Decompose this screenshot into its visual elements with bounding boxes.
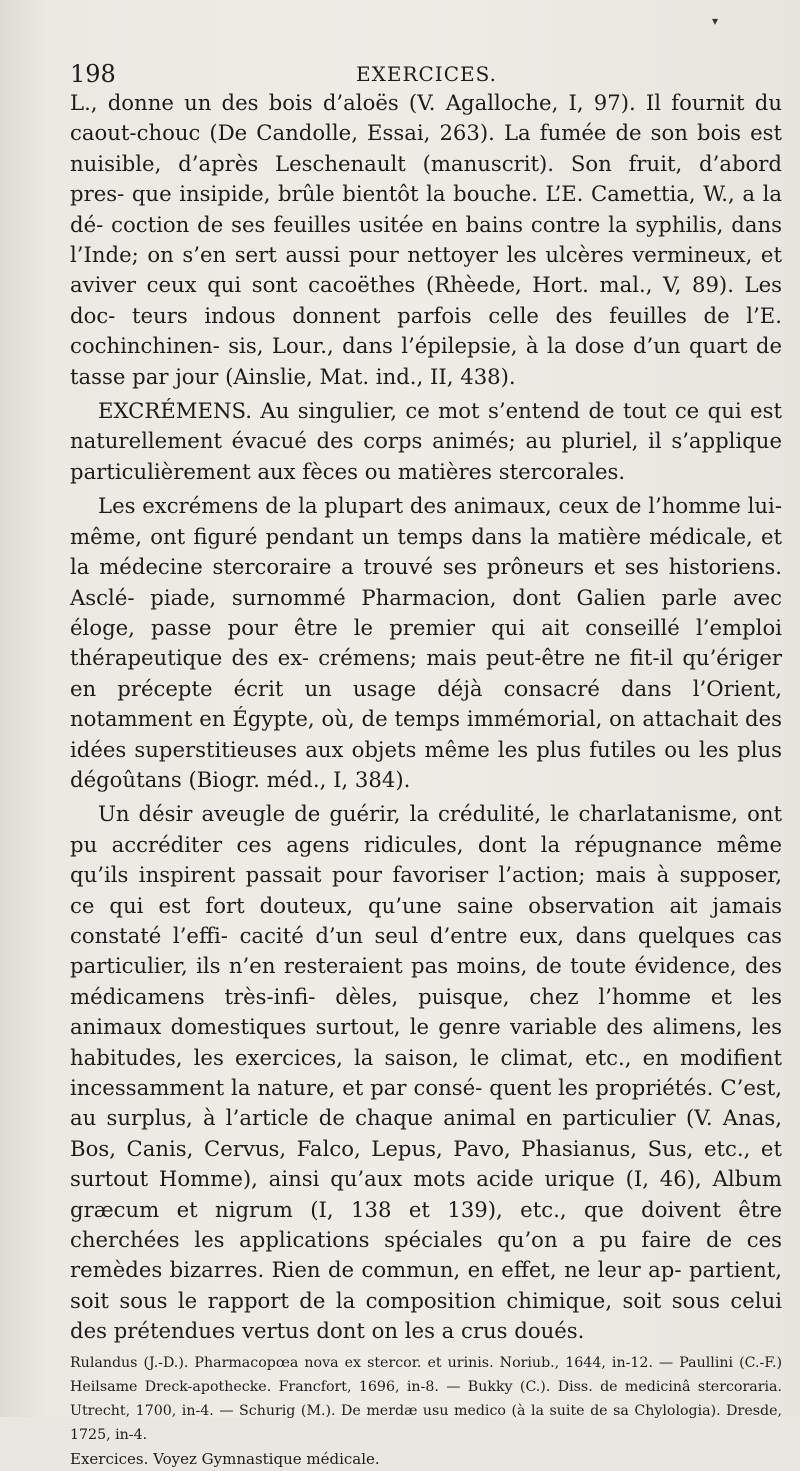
reference-line: 1700, in-4. — Schurig (M.). De merdæ usu medico (à la suite de sa Chylologia). Dresde, 1725, in-4. bbox=[70, 1402, 782, 1443]
text-line: de ces remèdes bizarres. Rien de commun, en effet, ne leur ap- bbox=[70, 1227, 782, 1283]
reference-line: Heilsame Dreck-apothecke. Francfort, 1696, in-8. — Bukky (C.). Diss. de medicinâ stercoraria. Utrecht, bbox=[70, 1378, 782, 1419]
see-also-entry: Exercices. Voyez Gymnastique médicale. bbox=[70, 1449, 380, 1468]
text-line: crémens; mais peut-être ne fit-il qu’ériger en précepte écrit un usage bbox=[70, 645, 782, 701]
text-line: les plus futiles ou les plus dégoûtans (Biogr. méd., I, 384). bbox=[70, 736, 782, 792]
text-line: celui des prétendues vertus dont on les a crus doués. bbox=[70, 1287, 782, 1344]
text-line: nuisible, d’après Leschenault (manuscrit). Son fruit, d’abord pres- bbox=[70, 150, 782, 207]
text-line: EXCRÉMENS. Au singulier, ce mot s’entend de tout ce qui est bbox=[98, 398, 782, 424]
text-line: teurs indous donnent parfois celle des feuilles de l’E. cochinchinen- bbox=[70, 302, 782, 359]
text-line: on s’en sert aussi pour nettoyer les ulcères vermineux, et aviver bbox=[70, 242, 782, 298]
text-line: cacité d’un seul d’entre eux, dans quelques cas particulier, ils n’en bbox=[70, 922, 782, 979]
text-line: (Ainslie, Mat. ind., II, 438). bbox=[225, 363, 516, 389]
text-line: inspirent passait pour favoriser l’action; mais à supposer, ce qui bbox=[70, 862, 782, 918]
text-line: médecine stercoraire a trouvé ses prôneurs et ses historiens. Asclé- bbox=[70, 554, 782, 610]
bibliography bbox=[70, 1351, 782, 1471]
text-line: le climat, etc., en modifient incessamment la nature, et par consé- bbox=[70, 1044, 782, 1100]
bibliography-entries bbox=[70, 1351, 782, 1447]
text-line: ceux qui sont cacoëthes (Rhèede, Hort. mal., V, 89). Les doc- bbox=[70, 272, 782, 328]
reference-line: Rulandus (J.-D.). Pharmacopœa nova ex stercor. et urinis. Noriub., 1644, in-12. — Paullini (C.-F.) bbox=[70, 1354, 782, 1371]
text-line: déjà consacré dans l’Orient, notamment en Égypte, où, de temps bbox=[70, 675, 782, 732]
page-body bbox=[70, 88, 782, 1347]
text-line: piade, surnommé Pharmacion, dont Galien parle avec éloge, passe bbox=[70, 584, 782, 640]
text-line: pour être le premier qui ait conseillé l’emploi thérapeutique des ex- bbox=[70, 614, 782, 671]
text-line: particulièrement aux fèces ou matières stercorales. bbox=[70, 458, 626, 484]
text-line: immémorial, on attachait des idées superstitieuses aux objets même bbox=[70, 706, 782, 762]
text-line: coction de ses feuilles usitée en bains contre la syphilis, dans l’Inde; bbox=[70, 211, 782, 268]
text-line: resteraient pas moins, de toute évidence, des médicamens très-infi- bbox=[70, 953, 782, 1009]
text-line: en particulier (V. Anas, Bos, Canis, Cervus, Falco, Lepus, Pavo, bbox=[70, 1105, 782, 1161]
text-line: dèles, puisque, chez l’homme et les animaux domestiques surtout, bbox=[70, 983, 782, 1040]
text-line: est fort douteux, qu’une saine observation ait jamais constaté l’effi- bbox=[70, 892, 783, 948]
text-line: Les excrémens de la plupart des animaux, ceux de l’homme lui- bbox=[98, 493, 782, 519]
page-header bbox=[70, 52, 782, 88]
paragraph-critique bbox=[70, 799, 782, 1346]
paragraph-excremens-entry bbox=[70, 396, 782, 487]
paragraph-history bbox=[70, 491, 782, 795]
text-line: urique (I, 46), Album græcum et nigrum (I, 138 et 139), etc., bbox=[70, 1166, 782, 1222]
text-line: naturellement évacué des corps animés; au pluriel, il s’applique bbox=[70, 428, 782, 454]
corner-mark: ▾ bbox=[711, 14, 718, 28]
paragraph-agalloche bbox=[70, 88, 782, 392]
text-line: même, ont figuré pendant un temps dans la matière médicale, et la bbox=[70, 523, 782, 580]
running-head: EXERCICES. bbox=[356, 62, 497, 86]
text-line: L., donne un des bois d’aloës (V. Agalloche, I, 97). Il fournit bbox=[70, 90, 745, 115]
text-line: Phasianus, Sus, etc., et surtout Homme), ainsi qu’aux mots acide bbox=[70, 1135, 782, 1192]
text-line: partient, soit sous le rapport de la composition chimique, soit sous bbox=[70, 1257, 782, 1313]
text-line: que doivent être cherchées les applications spéciales qu’on a pu faire bbox=[70, 1196, 783, 1253]
text-line: du caout-chouc (De Candolle, Essai, 263). La fumée de son bois est bbox=[70, 90, 782, 146]
text-line: sis, Lour., dans l’épilepsie, à la dose d’un quart de tasse par jour bbox=[70, 333, 782, 389]
page-number: 198 bbox=[70, 60, 116, 88]
text-line: Un désir aveugle de guérir, la crédulité, le charlatanisme, ont pu bbox=[70, 801, 782, 857]
text-line: le genre variable des alimens, les habitudes, les exercices, la saison, bbox=[70, 1014, 782, 1070]
text-line: quent les propriétés. C’est, au surplus, à l’article de chaque animal bbox=[70, 1075, 782, 1131]
text-line: accréditer ces agens ridicules, dont la répugnance même qu’ils bbox=[70, 831, 782, 888]
text-line: que insipide, brûle bientôt la bouche. L’E. Camettia, W., a la dé- bbox=[70, 181, 782, 237]
